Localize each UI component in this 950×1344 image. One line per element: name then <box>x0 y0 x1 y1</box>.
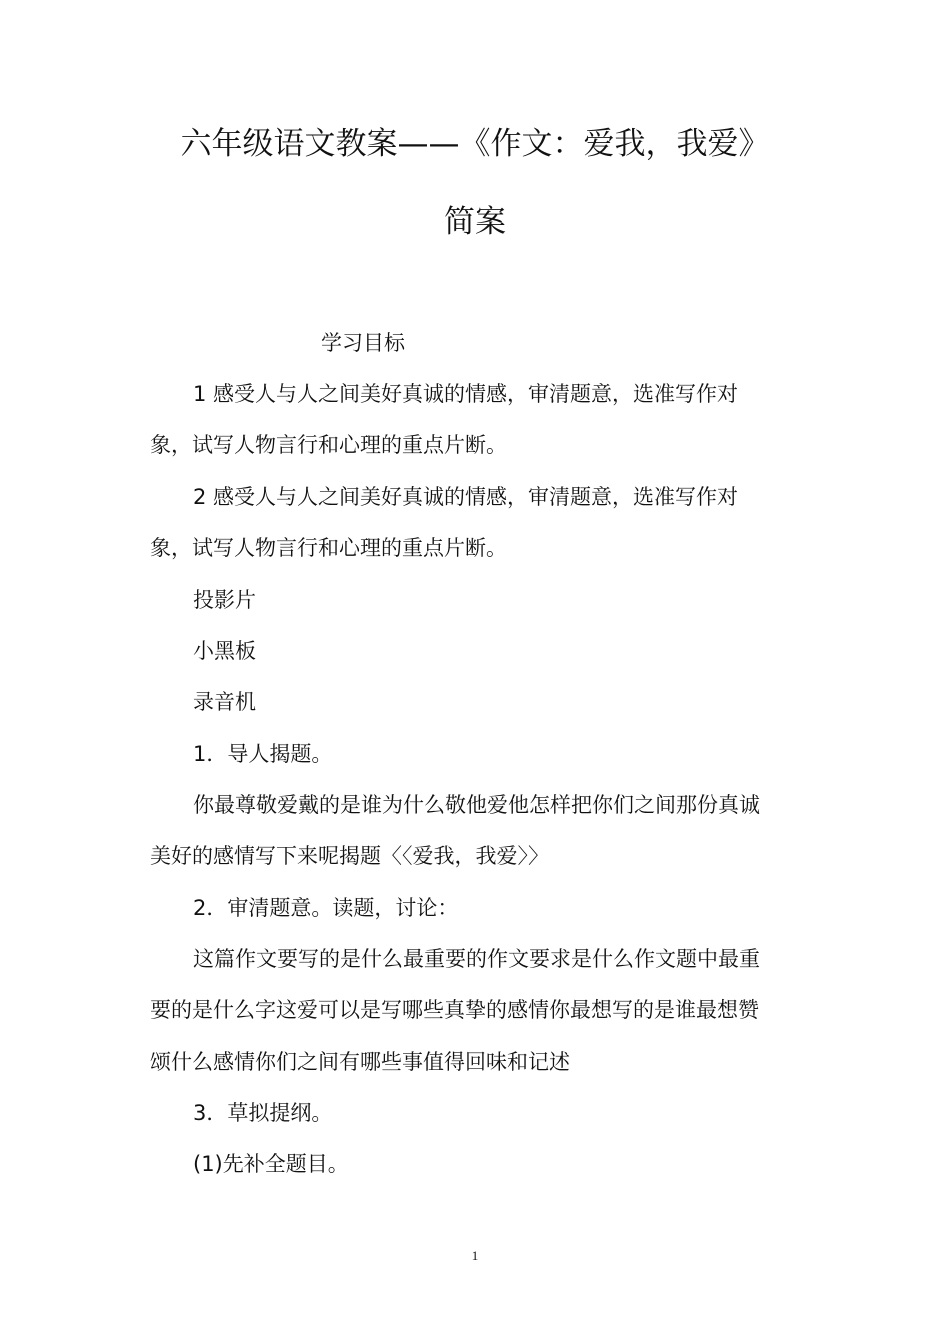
materials-item: 小黑板 <box>193 639 256 663</box>
paragraph-line: 象，试写人物言行和心理的重点片断。 <box>150 536 507 560</box>
page-number: 1 <box>471 1248 479 1263</box>
sub-step: (1)先补全题目。 <box>193 1152 349 1176</box>
paragraph-line: 美好的感情写下来呢揭题〈〈爱我，我爱〉〉 <box>150 844 549 868</box>
paragraph-line: 2 感受人与人之间美好真诚的情感，审清题意，选准写作对 <box>193 485 739 509</box>
paragraph-line: 象，试写人物言行和心理的重点片断。 <box>150 433 507 457</box>
paragraph-line: 1 感受人与人之间美好真诚的情感，审清题意，选准写作对 <box>193 382 739 406</box>
section-heading: 学习目标 <box>321 331 405 355</box>
paragraph-line: 要的是什么字这爱可以是写哪些真挚的感情你最想写的是谁最想赞 <box>150 998 759 1022</box>
paragraph-line: 这篇作文要写的是什么最重要的作文要求是什么作文题中最重 <box>193 947 760 971</box>
document-title-line-2: 简案 <box>444 204 506 240</box>
materials-item: 录音机 <box>193 690 256 714</box>
paragraph-line: 你最尊敬爱戴的是谁为什么敬他爱他怎样把你们之间那份真诚 <box>193 793 760 817</box>
paragraph-line: 颂什么感情你们之间有哪些事值得回味和记述 <box>150 1050 570 1074</box>
step-heading: 1．导人揭题。 <box>193 742 333 766</box>
document-title-line-1: 六年级语文教案——《作文：爱我，我爱》 <box>180 126 770 162</box>
step-heading: 2．审清题意。读题，讨论： <box>193 896 459 920</box>
materials-item: 投影片 <box>193 588 256 612</box>
step-heading: 3．草拟提纲。 <box>193 1101 333 1125</box>
